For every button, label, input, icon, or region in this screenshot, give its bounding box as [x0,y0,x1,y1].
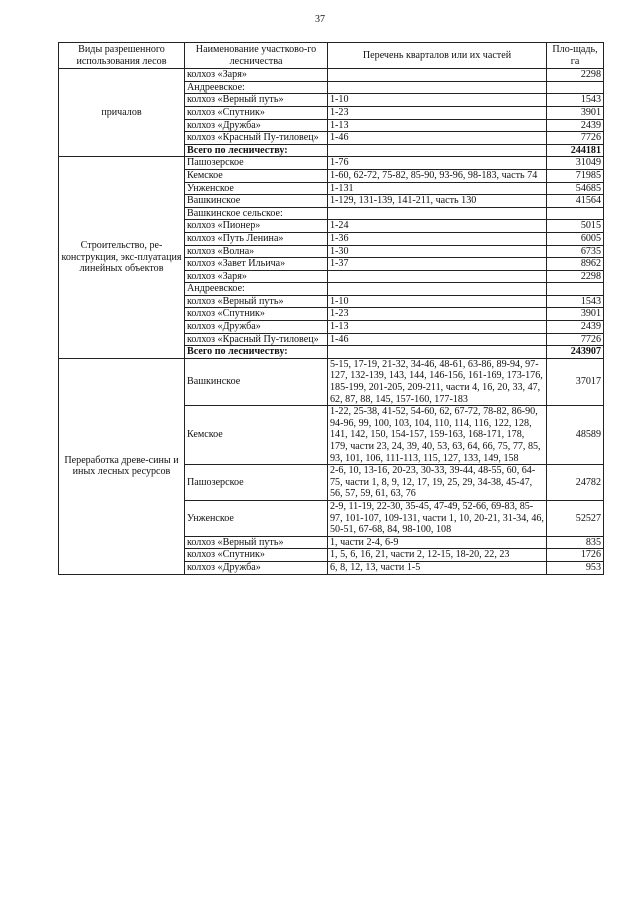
table-row [59,157,604,170]
area-cell [547,207,604,220]
quarters-list-cell: 1-131 [328,182,547,195]
forestry-name-cell: Кемское [185,406,328,465]
header-forestry-name: Наименование участково-го лесничества [185,43,328,69]
area-cell: 3901 [547,106,604,119]
area-cell: 1726 [547,549,604,562]
quarters-list-cell [328,207,547,220]
quarters-list-cell: 1, части 2-4, 6-9 [328,536,547,549]
total-area-cell: 244181 [547,144,604,157]
quarters-list-cell [328,346,547,359]
quarters-list-cell: 1-23 [328,308,547,321]
quarters-list-cell [328,144,547,157]
quarters-list-cell [328,69,547,82]
table-body [59,69,604,574]
quarters-list-cell: 1-36 [328,232,547,245]
area-cell: 1543 [547,94,604,107]
forestry-name-cell: Пашозерское [185,465,328,501]
quarters-list-cell: 6, 8, 12, 13, части 1-5 [328,561,547,574]
quarters-list-cell: 1-10 [328,295,547,308]
forestry-name-cell: Вашкинское [185,195,328,208]
forestry-name-cell: Вашкинское сельское: [185,207,328,220]
quarters-list-cell: 1-24 [328,220,547,233]
forestry-name-cell: Унженское [185,500,328,536]
area-cell: 835 [547,536,604,549]
forestry-name-cell: Кемское [185,169,328,182]
quarters-list-cell: 1-46 [328,132,547,145]
quarters-list-cell: 1-46 [328,333,547,346]
forestry-name-cell: колхоз «Дружба» [185,119,328,132]
table-row [59,69,604,82]
area-cell: 24782 [547,465,604,501]
forestry-name-cell: Андреевское: [185,283,328,296]
quarters-list-cell [328,81,547,94]
area-cell: 2298 [547,69,604,82]
forestry-name-cell: Унженское [185,182,328,195]
page-number: 37 [315,14,325,25]
forestry-name-cell: колхоз «Верный путь» [185,94,328,107]
forestry-name-cell: колхоз «Завет Ильича» [185,258,328,271]
area-cell [547,283,604,296]
table-row [59,358,604,405]
area-cell: 71985 [547,169,604,182]
quarters-list-cell: 1-37 [328,258,547,271]
quarters-list-cell [328,270,547,283]
area-cell [547,81,604,94]
forestry-name-cell: колхоз «Пионер» [185,220,328,233]
quarters-list-cell: 1-60, 62-72, 75-82, 85-90, 93-96, 98-183, часть 74 [328,169,547,182]
forestry-name-cell: колхоз «Дружба» [185,321,328,334]
forestry-name-cell: колхоз «Верный путь» [185,536,328,549]
area-cell: 6005 [547,232,604,245]
header-use-type: Виды разрешенного использования лесов [59,43,185,69]
forestry-name-cell: колхоз «Спутник» [185,308,328,321]
quarters-list-cell: 1-13 [328,119,547,132]
forestry-name-cell: колхоз «Заря» [185,69,328,82]
header-area: Пло-щадь, га [547,43,604,69]
area-cell: 31049 [547,157,604,170]
quarters-list-cell: 1-10 [328,94,547,107]
forestry-name-cell: колхоз «Волна» [185,245,328,258]
area-cell: 7726 [547,132,604,145]
area-cell: 1543 [547,295,604,308]
total-label-cell: Всего по лесничеству: [185,346,328,359]
area-cell: 2298 [547,270,604,283]
area-cell: 6735 [547,245,604,258]
forestry-name-cell: колхоз «Спутник» [185,549,328,562]
header-quarters-list: Перечень кварталов или их частей [328,43,547,69]
total-area-cell: 243907 [547,346,604,359]
use-type-cell: Строительство, ре-конструкция, экс-плуатация линейных объектов [59,157,185,359]
area-cell: 953 [547,561,604,574]
area-cell: 37017 [547,358,604,405]
area-cell: 2439 [547,321,604,334]
forestry-name-cell: Вашкинское [185,358,328,405]
forestry-name-cell: колхоз «Красный Пу-тиловец» [185,333,328,346]
area-cell: 41564 [547,195,604,208]
forestry-name-cell: колхоз «Дружба» [185,561,328,574]
area-cell: 2439 [547,119,604,132]
total-label-cell: Всего по лесничеству: [185,144,328,157]
forestry-name-cell: Андреевское: [185,81,328,94]
quarters-list-cell: 1-22, 25-38, 41-52, 54-60, 62, 67-72, 78-82, 86-90, 94-96, 99, 100, 103, 104, 110, 114, 116, 122, 128, 141, 142, 150, 154-157, 159-163, 168-171, 178, 179, части 23, 24, 39, 40, 53, 63, 64, 66, 75, 77, 85, 93, 101, 106, 111-113, 115, 127, 133, 149, 158 [328,406,547,465]
quarters-list-cell: 1-129, 131-139, 141-211, часть 130 [328,195,547,208]
forestry-name-cell: колхоз «Спутник» [185,106,328,119]
area-cell: 8962 [547,258,604,271]
quarters-list-cell [328,283,547,296]
quarters-list-cell: 1, 5, 6, 16, 21, части 2, 12-15, 18-20, 22, 23 [328,549,547,562]
forestry-name-cell: колхоз «Путь Ленина» [185,232,328,245]
quarters-list-cell: 1-13 [328,321,547,334]
quarters-list-cell: 1-23 [328,106,547,119]
area-cell: 48589 [547,406,604,465]
area-cell: 3901 [547,308,604,321]
use-type-cell: Переработка древе-сины и иных лесных ресурсов [59,358,185,574]
forestry-name-cell: Пашозерское [185,157,328,170]
use-type-cell: причалов [59,69,185,157]
forestry-name-cell: колхоз «Заря» [185,270,328,283]
area-cell: 5015 [547,220,604,233]
area-cell: 7726 [547,333,604,346]
quarters-list-cell: 5-15, 17-19, 21-32, 34-46, 48-61, 63-86, 89-94, 97-127, 132-139, 143, 144, 146-156, 161-169, 173-176, 185-199, 201-205, 209-211, части 4, 16, 20, 33, 47, 62, 87, 88, 145, 157-160, 177-183 [328,358,547,405]
area-cell: 52527 [547,500,604,536]
table-header-row [59,43,604,69]
quarters-list-cell: 2-9, 11-19, 22-30, 35-45, 47-49, 52-66, 69-83, 85-97, 101-107, 109-131, части 1, 10, 20-21, 31-34, 46, 50-51, 67-68, 84, 98-100, 108 [328,500,547,536]
quarters-list-cell: 1-30 [328,245,547,258]
forestry-name-cell: колхоз «Красный Пу-тиловец» [185,132,328,145]
quarters-list-cell: 1-76 [328,157,547,170]
forestry-name-cell: колхоз «Верный путь» [185,295,328,308]
area-cell: 54685 [547,182,604,195]
forest-use-table [58,42,604,575]
quarters-list-cell: 2-6, 10, 13-16, 20-23, 30-33, 39-44, 48-55, 60, 64-75, части 1, 8, 9, 12, 17, 19, 25, 29, 34-38, 45-47, 56, 57, 59, 61, 63, 76 [328,465,547,501]
